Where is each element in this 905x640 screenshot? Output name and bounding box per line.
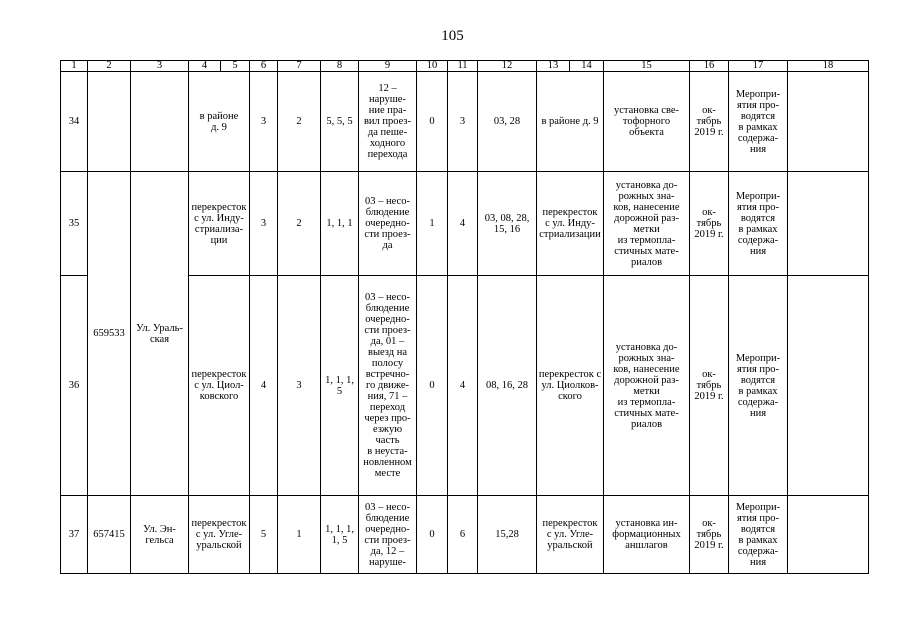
cell-8: 5, 5, 5 [321,72,359,172]
cell-7: 3 [278,276,321,496]
row-number: 35 [61,172,88,276]
violation-types: 03 – несо- блюдение очередно- сти проез- да, 01 – выезд на полосу встречно- го движе- ния, 71 – переход через про- езжую часть в неуста- новленном месте [359,276,417,496]
place: перекресток с ул. Циолков- ского [537,276,604,496]
cell-8: 1, 1, 1, 1, 5 [321,496,359,574]
street-code [88,72,131,172]
date: ок- тябрь 2019 г. [690,496,729,574]
measure: установка све- тофорного объекта [604,72,690,172]
cell-7: 2 [278,172,321,276]
date: ок- тябрь 2019 г. [690,276,729,496]
street-code: 657415 [88,496,131,574]
measure: установка до- рожных зна- ков, нанесение дорожной раз- метки из термопла- стичных мате- риалов [604,172,690,276]
measure: установка ин- формационных аншлагов [604,496,690,574]
col-number: 11 [448,61,478,72]
date: ок- тябрь 2019 г. [690,72,729,172]
row-number: 36 [61,276,88,496]
cell-18 [788,496,869,574]
cell-12: 03, 08, 28, 15, 16 [478,172,537,276]
col-number: 4 [189,61,221,72]
cell-11: 4 [448,276,478,496]
col-number: 3 [131,61,189,72]
col-number: 18 [788,61,869,72]
street-name [131,72,189,172]
cell-10: 0 [417,276,448,496]
street-name: Ул. Эн- гельса [131,496,189,574]
col-number: 13 [537,61,570,72]
cell-6: 4 [250,276,278,496]
col-number: 16 [690,61,729,72]
cell-8: 1, 1, 1 [321,172,359,276]
cell-10: 0 [417,72,448,172]
cell-10: 1 [417,172,448,276]
col-number: 1 [61,61,88,72]
cell-18 [788,172,869,276]
cell-11: 4 [448,172,478,276]
cell-12: 03, 28 [478,72,537,172]
date: ок- тябрь 2019 г. [690,172,729,276]
road-safety-table [60,60,869,574]
location: перекресток с ул. Инду- стриализа- ции [189,172,250,276]
place: перекресток с ул. Инду- стриализации [537,172,604,276]
violation-types: 03 – несо- блюдение очередно- сти проез- да [359,172,417,276]
street-code: 659533 [88,172,131,496]
page-number: 105 [441,28,464,44]
place: в районе д. 9 [537,72,604,172]
note: Меропри- ятия про- водятся в рамках содержа- ния [729,172,788,276]
violation-types: 12 – наруше- ние пра- вил проез- да пеше- ходного перехода [359,72,417,172]
cell-18 [788,72,869,172]
cell-12: 08, 16, 28 [478,276,537,496]
col-number: 10 [417,61,448,72]
col-number: 5 [221,61,250,72]
col-number: 2 [88,61,131,72]
violation-types: 03 – несо- блюдение очередно- сти проез- да, 12 – наруше- [359,496,417,574]
note: Меропри- ятия про- водятся в рамках содержа- ния [729,72,788,172]
table-row [61,496,869,574]
cell-6: 5 [250,496,278,574]
measure: установка до- рожных зна- ков, нанесение дорожной раз- метки из термопла- стичных мате- риалов [604,276,690,496]
col-number: 7 [278,61,321,72]
note: Меропри- ятия про- водятся в рамках содержа- ния [729,276,788,496]
col-number: 8 [321,61,359,72]
col-number: 9 [359,61,417,72]
col-number: 17 [729,61,788,72]
cell-11: 6 [448,496,478,574]
place: перекресток с ул. Угле- уральской [537,496,604,574]
cell-8: 1, 1, 1, 5 [321,276,359,496]
note: Меропри- ятия про- водятся в рамках содержа- ния [729,496,788,574]
cell-7: 1 [278,496,321,574]
street-name: Ул. Ураль- ская [131,172,189,496]
table-row [61,72,869,172]
cell-18 [788,276,869,496]
cell-6: 3 [250,172,278,276]
row-number: 37 [61,496,88,574]
col-number: 15 [604,61,690,72]
column-number-row [61,61,869,72]
col-number: 12 [478,61,537,72]
table-row [61,172,869,276]
cell-11: 3 [448,72,478,172]
cell-10: 0 [417,496,448,574]
col-number: 14 [570,61,604,72]
col-number: 6 [250,61,278,72]
location: перекресток с ул. Циол- ковского [189,276,250,496]
cell-7: 2 [278,72,321,172]
cell-12: 15,28 [478,496,537,574]
location: перекресток с ул. Угле- уральской [189,496,250,574]
row-number: 34 [61,72,88,172]
location: в районе д. 9 [189,72,250,172]
cell-6: 3 [250,72,278,172]
